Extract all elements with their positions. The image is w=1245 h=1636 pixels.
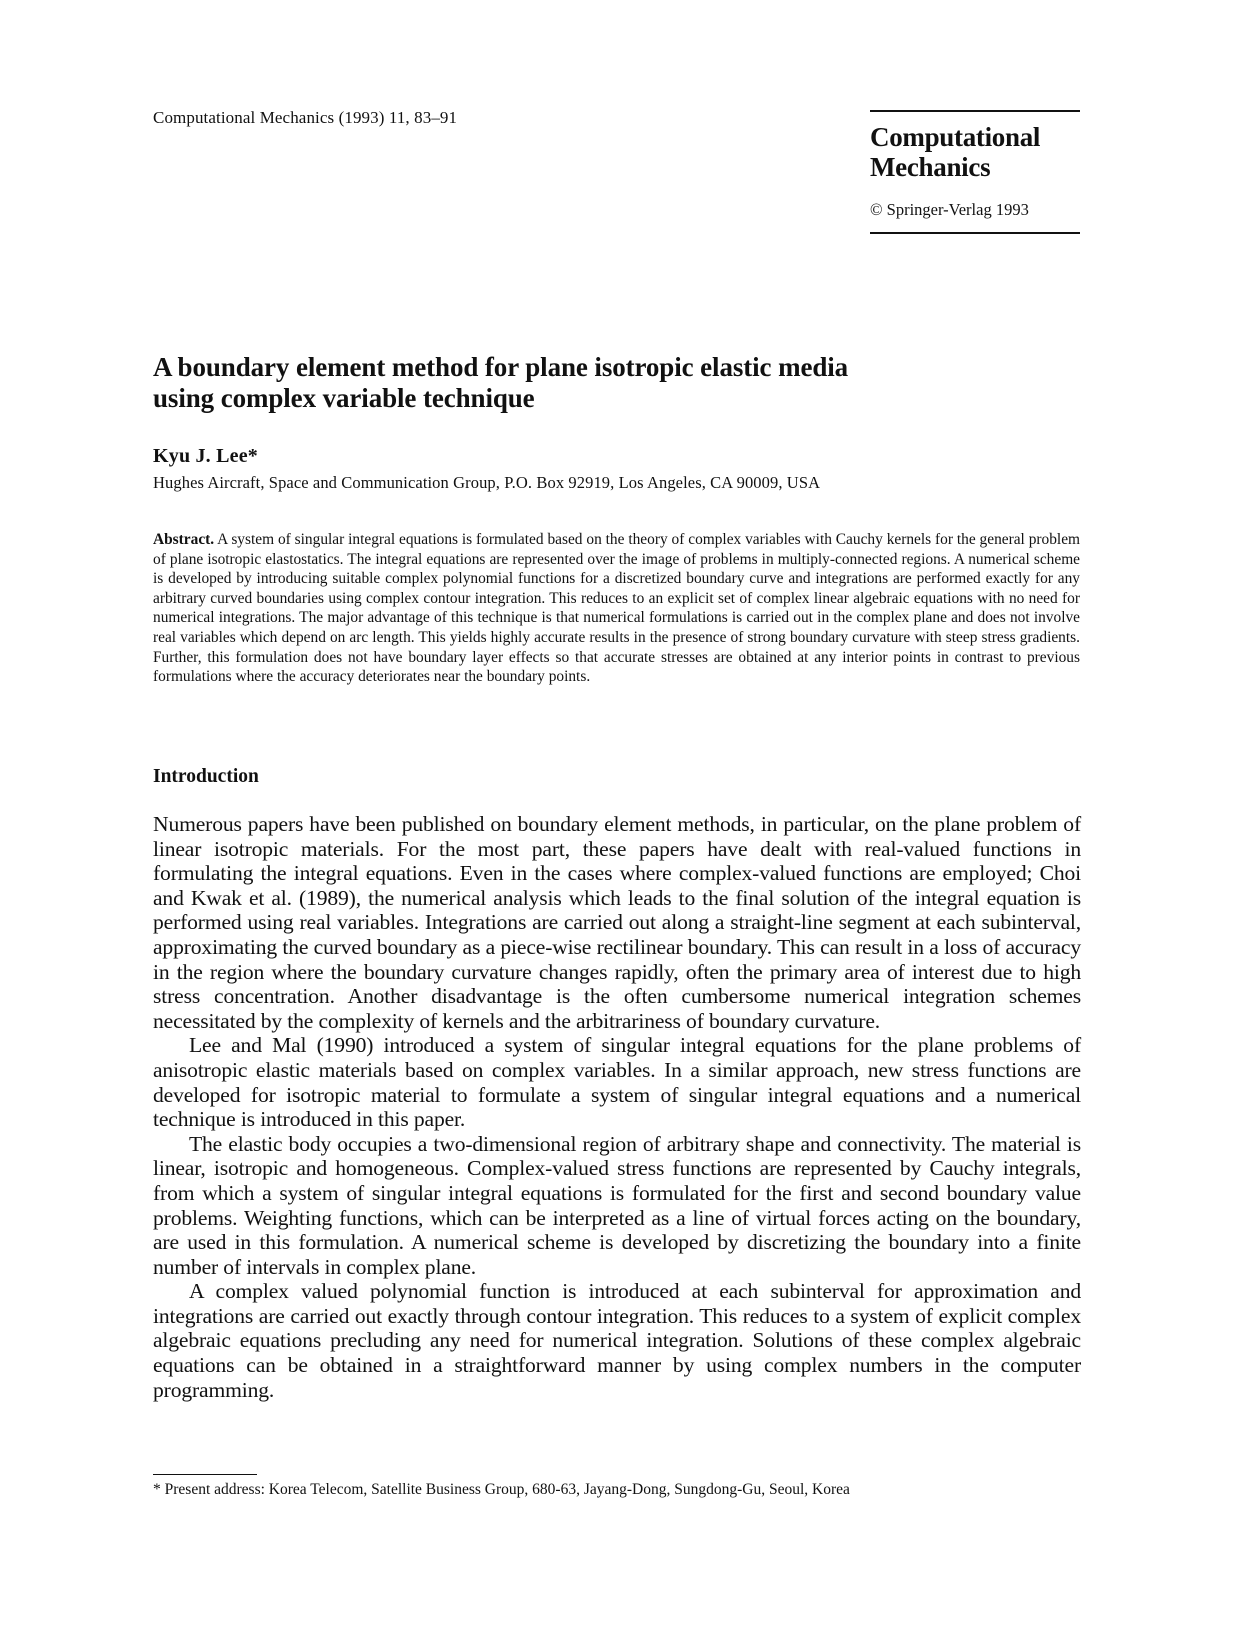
abstract <box>153 530 1080 687</box>
journal-name-line2: Mechanics <box>870 152 991 182</box>
abstract-text: A system of singular integral equations is formulated based on the theory of complex variables with Cauchy kernels for the general problem of plane isotropic elastostatics. The integral equations are represented over the image of problems in multiply-connected regions. A numerical scheme is developed by introducing suitable complex polynomial functions for a discretized boundary curve and integrations are performed exactly for any arbitrary curved boundaries using complex contour integration. This reduces to an explicit set of complex linear algebraic equations with no need for numerical integrations. The major advantage of this technique is that numerical formulations is carried out in the complex plane and does not involve real variables which depend on arc length. This yields highly accurate results in the presence of strong boundary curvature with steep stress gradients. Further, this formulation does not have boundary layer effects so that accurate stresses are obtained at any interior points in contrast to previous formulations where the accuracy deteriorates near the boundary points. <box>153 531 1080 686</box>
footnote: * Present address: Korea Telecom, Satellite Business Group, 680-63, Jayang-Dong, Sungdong-Gu, Seoul, Korea <box>153 1481 850 1498</box>
author-name: Kyu J. Lee* <box>153 445 258 467</box>
copyright-notice: © Springer-Verlag 1993 <box>870 200 1029 219</box>
paragraph: Numerous papers have been published on boundary element methods, in particular, on the plane problem of linear isotropic materials. For the most part, these papers have dealt with real-valued functions in formulating the integral equations. Even in the cases where complex-valued functions are employed; Choi and Kwak et al. (1989), the numerical analysis which leads to the final solution of the integral equation is performed using real variables. Integrations are carried out along a straight-line segment at each subinterval, approximating the curved boundary as a piece-wise rectilinear boundary. This can result in a loss of accuracy in the region where the boundary curvature changes rapidly, often the primary area of interest due to high stress concentration. Another disadvantage is the often cumbersome numerical integration schemes necessitated by the complexity of kernels and the arbitrariness of boundary curvature. <box>153 812 1081 1033</box>
introduction-body <box>153 812 1081 1402</box>
paragraph: Lee and Mal (1990) introduced a system of singular integral equations for the plane problems of anisotropic elastic materials based on complex variables. In a similar approach, new stress functions are developed for isotropic material to formulate a system of singular integral equations and a numerical technique is introduced in this paper. <box>153 1033 1081 1132</box>
footnote-divider <box>153 1474 257 1475</box>
paragraph: The elastic body occupies a two-dimensional region of arbitrary shape and connectivity. The material is linear, isotropic and homogeneous. Complex-valued stress functions are represented by Cauchy integrals, from which a system of singular integral equations is formulated for the first and second boundary value problems. Weighting functions, which can be interpreted as a line of virtual forces acting on the boundary, are used in this formulation. A numerical scheme is developed by discretizing the boundary into a finite number of intervals in complex plane. <box>153 1131 1081 1279</box>
journal-masthead <box>870 110 1080 234</box>
author-affiliation: Hughes Aircraft, Space and Communication Group, P.O. Box 92919, Los Angeles, CA 90009, USA <box>153 473 821 492</box>
paper-title <box>153 352 1053 414</box>
paper-title-line1: A boundary element method for plane isotropic elastic media <box>153 352 849 382</box>
paragraph: A complex valued polynomial function is introduced at each subinterval for approximation and integrations are carried out exactly through contour integration. This reduces to a system of explicit complex algebraic equations precluding any need for numerical integration. Solutions of these complex algebraic equations can be obtained in a straightforward manner by using complex numbers in the computer programming. <box>153 1279 1081 1402</box>
abstract-label: Abstract. <box>153 531 215 548</box>
paper-title-line2: using complex variable technique <box>153 383 535 413</box>
section-heading-introduction: Introduction <box>153 766 259 787</box>
journal-name-line1: Computational <box>870 122 1041 152</box>
journal-citation: Computational Mechanics (1993) 11, 83–91 <box>153 108 458 127</box>
